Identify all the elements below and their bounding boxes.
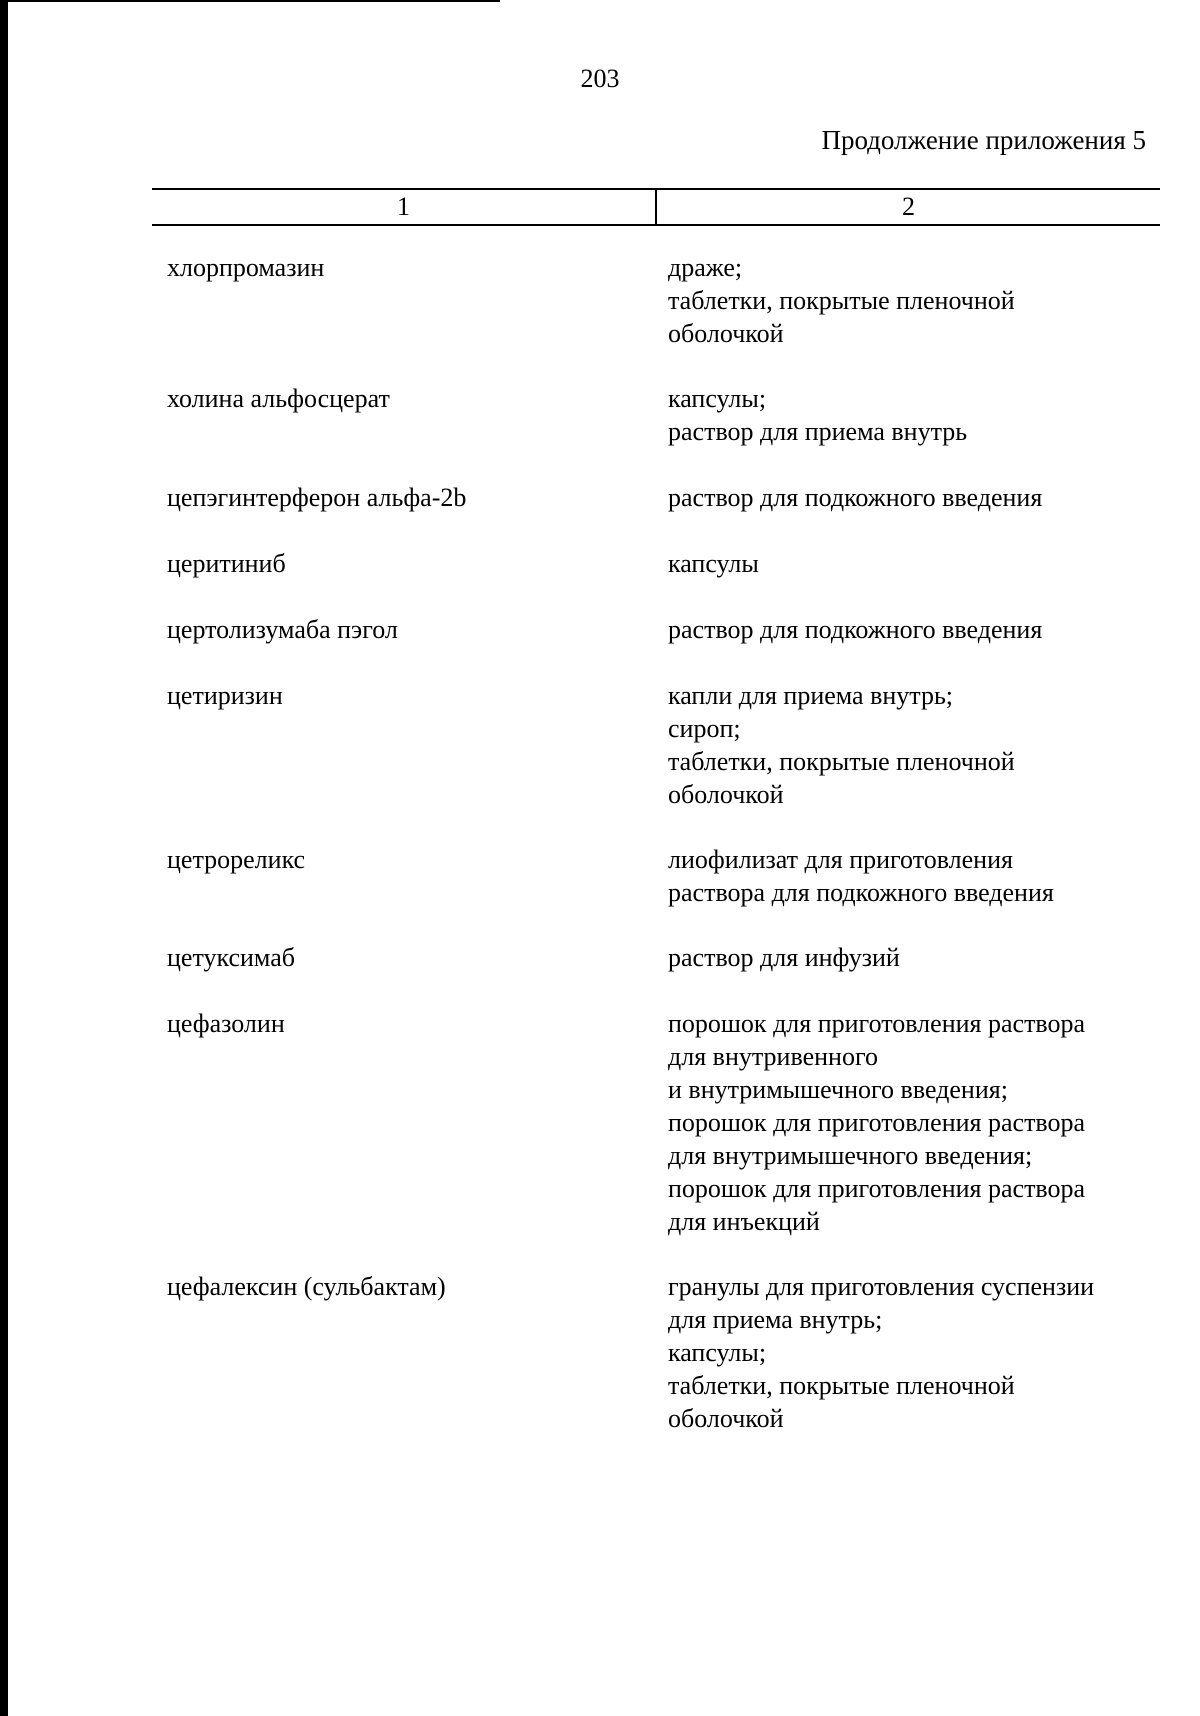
drug-name: цетрореликс — [167, 845, 306, 874]
dosage-form: лиофилизат для приготовления — [668, 845, 1013, 874]
dosage-form: для внутримышечного введения; — [668, 1141, 1033, 1170]
dosage-forms — [668, 547, 1168, 580]
dosage-form: оболочкой — [668, 1404, 784, 1433]
table-header — [152, 188, 1160, 226]
dosage-form: таблетки, покрытые пленочной — [668, 1371, 1015, 1400]
dosage-form: порошок для приготовления раствора — [668, 1009, 1086, 1038]
appendix-note: Продолжение приложения 5 — [821, 125, 1146, 155]
dosage-form: оболочкой — [668, 319, 784, 348]
dosage-form: для приема внутрь; — [668, 1305, 883, 1334]
dosage-form: драже; — [668, 253, 743, 282]
drug-name: холина альфосцерат — [167, 384, 390, 413]
dosage-form: для инъекций — [668, 1207, 820, 1236]
scan-edge-top — [0, 0, 500, 2]
dosage-forms — [668, 941, 1168, 974]
column-header-1: 1 — [397, 192, 410, 221]
dosage-form: капсулы — [668, 549, 759, 578]
dosage-forms — [668, 251, 1168, 350]
dosage-form: порошок для приготовления раствора — [668, 1108, 1086, 1137]
dosage-form: раствора для подкожного введения — [668, 878, 1054, 907]
dosage-forms — [668, 843, 1168, 909]
dosage-form: таблетки, покрытые пленочной — [668, 747, 1015, 776]
scan-edge-left — [0, 0, 8, 1716]
dosage-form: капсулы; — [668, 384, 767, 413]
dosage-form: раствор для приема внутрь — [668, 417, 968, 446]
dosage-form: сироп; — [668, 714, 741, 743]
dosage-form: раствор для подкожного введения — [668, 483, 1043, 512]
dosage-form: порошок для приготовления раствора — [668, 1174, 1086, 1203]
drug-name: церитиниб — [167, 549, 286, 578]
dosage-form: капсулы; — [668, 1338, 767, 1367]
dosage-form: оболочкой — [668, 780, 784, 809]
column-header-2: 2 — [902, 192, 915, 221]
dosage-forms — [668, 1270, 1168, 1435]
dosage-form: капли для приема внутрь; — [668, 681, 954, 710]
drug-name: хлорпромазин — [167, 253, 325, 282]
dosage-form: и внутримышечного введения; — [668, 1075, 1008, 1104]
dosage-forms — [668, 1007, 1168, 1238]
drug-name: цефалексин (сульбактам) — [167, 1272, 446, 1301]
dosage-forms — [668, 679, 1168, 811]
drug-name: цепэгинтерферон альфа-2b — [167, 483, 467, 512]
dosage-form: раствор для подкожного введения — [668, 615, 1043, 644]
dosage-form: таблетки, покрытые пленочной — [668, 286, 1015, 315]
dosage-form: гранулы для приготовления суспензии — [668, 1272, 1095, 1301]
drug-name: цертолизумаба пэгол — [167, 615, 398, 644]
drug-name: цетиризин — [167, 681, 283, 710]
dosage-forms — [668, 481, 1168, 514]
dosage-forms — [668, 382, 1168, 448]
page-number: 203 — [580, 64, 620, 93]
dosage-forms — [668, 613, 1168, 646]
drug-name: цефазолин — [167, 1009, 285, 1038]
dosage-form: раствор для инфузий — [668, 943, 900, 972]
dosage-form: для внутривенного — [668, 1042, 878, 1071]
drug-name: цетуксимаб — [167, 943, 295, 972]
